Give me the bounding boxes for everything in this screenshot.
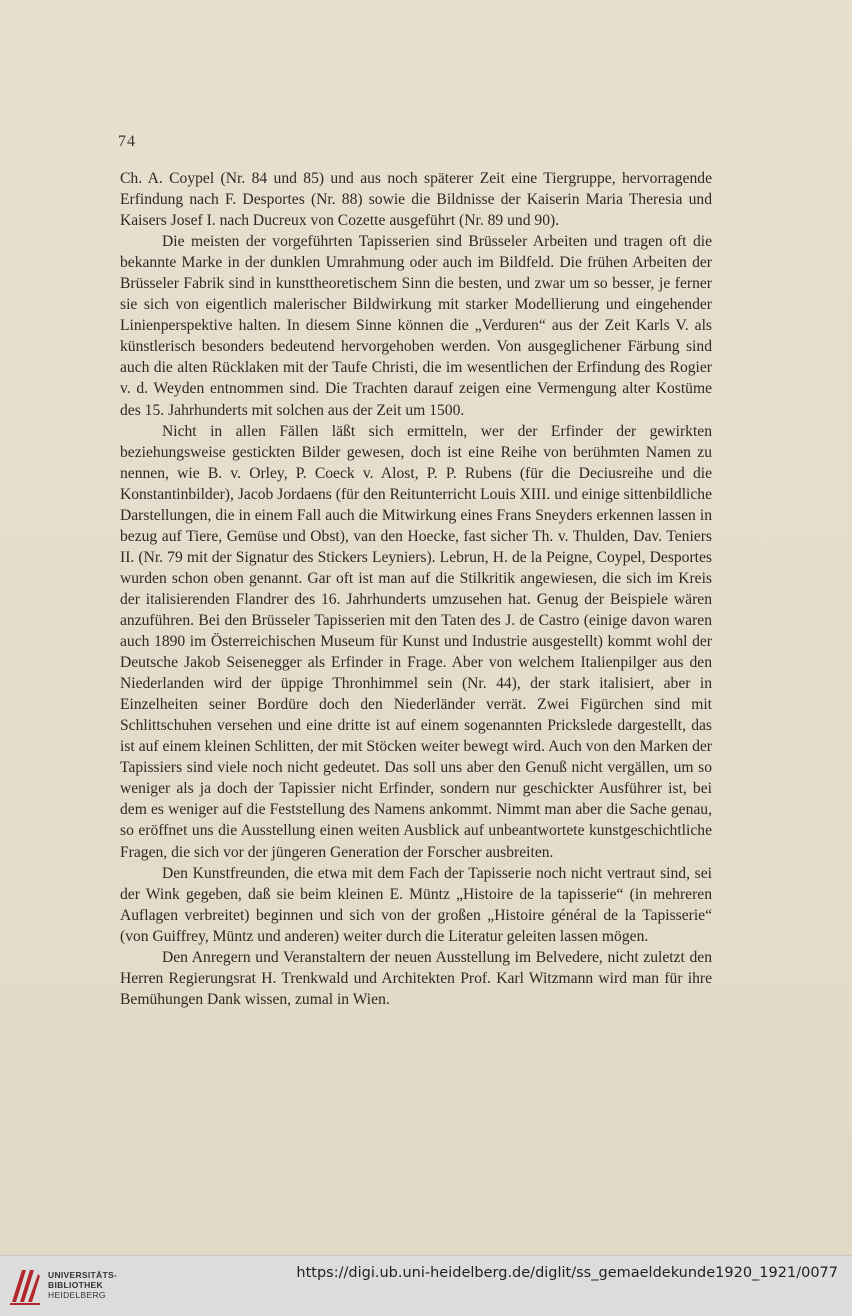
ub-heidelberg-logo-icon[interactable] <box>8 1264 42 1308</box>
library-name-line: HEIDELBERG <box>48 1290 106 1300</box>
permalink-url[interactable]: https://digi.ub.uni-heidelberg.de/diglit/ss_gemaeldekunde1920_1921/0077 <box>296 1265 838 1281</box>
paragraph: Den Kunstfreunden, die etwa mit dem Fach der Tapisserie noch nicht vertraut sind, sei der Wink gegeben, daß sie beim kleinen E. Müntz „Histoire de la tapisserie“ (in mehreren Auflagen verbreitet) beginnen und sich von der großen „Histoire général de la Tapisserie“ (von Guiffrey, Müntz und anderen) weiter durch die Literatur geleiten lassen mögen. <box>120 864 712 945</box>
library-name <box>48 1270 117 1300</box>
body-text <box>120 168 712 1010</box>
paragraph: Die meisten der vorgeführten Tapisserien sind Brüsseler Arbeiten und tragen oft die bekannte Marke in der dunklen Umrahmung oder auch im Bildfeld. Die frühen Arbeiten der Brüsseler Fabrik sind in kunsttheoretischem Sinn die besten, und zwar um so besser, je ferner sie sich von eigentlich malerischer Bildwirkung mit starker Modellierung und eingehender Linienperspektive halten. In diesem Sinne können die „Verduren“ aus der Zeit Karls V. als künstlerisch besonders bedeutend hervorgehoben werden. Von ausgeglichener Färbung sind auch die alten Rücklaken mit der Taufe Christi, die im wesentlichen der Erfindung des Rogier v. d. Weyden entnommen sind. Die Trachten darauf zeigen eine Vermengung alter Kostüme des 15. Jahrhunderts mit solchen aus der Zeit um 1500. <box>120 233 712 419</box>
paragraph: Den Anregern und Veranstaltern der neuen Ausstellung im Belvedere, nicht zuletzt den Herren Regierungsrat H. Trenkwald und Architekten Prof. Karl Witzmann wird man für ihre Bemühungen Dank wissen, zumal in Wien. <box>120 948 712 1008</box>
library-name-line: BIBLIOTHEK <box>48 1280 103 1290</box>
footer-bar <box>0 1255 852 1316</box>
paragraph: Nicht in allen Fällen läßt sich ermitteln, wer der Erfinder der gewirkten beziehungsweise gestickten Bilder gewesen, doch ist eine Reihe von berühmten Namen zu nennen, wie B. v. Orley, P. Coeck v. Alost, P. P. Rubens (für die Deciusreihe und die Konstantinbilder), Jacob Jordaens (für den Reitunterricht Louis XIII. und einige sittenbildliche Darstellungen, die in einem Fall auch die Mitwirkung eines Frans Sneyders erkennen lassen in bezug auf Tiere, Gemüse und Obst), van den Hoecke, fast sicher Th. v. Thulden, Dav. Teniers II. (Nr. 79 mit der Signatur des Stickers Leyniers). Lebrun, H. de la Peigne, Coypel, Desportes wurden schon oben genannt. Gar oft ist man auf die Stilkritik angewiesen, die sich im Kreis der italisierenden Flandrer des 16. Jahrhunderts umzusehen hat. Genug der Beispiele wären anzuführen. Bei den Brüsseler Tapisserien mit den Taten des J. de Castro (einige davon waren auch 1890 im Österreichischen Museum für Kunst und Industrie ausgestellt) kommt wohl der Deutsche Jakob Seisenegger als Erfinder in Frage. Aber von welchem Italienpilger aus den Niederlanden wird der üppige Thronhimmel sein (Nr. 44), der stark italisiert, aber in Einzelheiten seiner Bordüre doch den Niederländer verrät. Zwei Figürchen sind mit Schlittschuhen versehen und eine dritte ist auf einem sogenannten Prickslede dargestellt, das ist auf einem kleinen Schlitten, der mit Stöcken weiter bewegt wird. Auch von den Marken der Tapissiers sind viele noch nicht gedeutet. Das soll uns aber den Genuß nicht vergällen, um so weniger als ja doch der Tapissier nicht Erfinder, sondern nur geschickter Ausführer ist, bei dem es weniger auf die Feststellung des Namens ankommt. Nimmt man aber die Sache genau, so eröffnet uns die Ausstellung einen weiten Ausblick auf unbeantwortete kunstgeschichtliche Fragen, die sich vor der jüngeren Generation der Forscher ausbreiten. <box>120 422 712 861</box>
paragraph: Ch. A. Coypel (Nr. 84 und 85) und aus noch späterer Zeit eine Tiergruppe, hervorragende Erfindung nach F. Desportes (Nr. 88) sowie die Bildnisse der Kaiserin Maria Theresia und Kaisers Josef I. nach Ducreux von Cozette ausgeführt (Nr. 89 und 90). <box>120 170 712 230</box>
library-name-line: UNIVERSITÄTS- <box>48 1270 118 1280</box>
page-number: 74 <box>118 133 136 150</box>
